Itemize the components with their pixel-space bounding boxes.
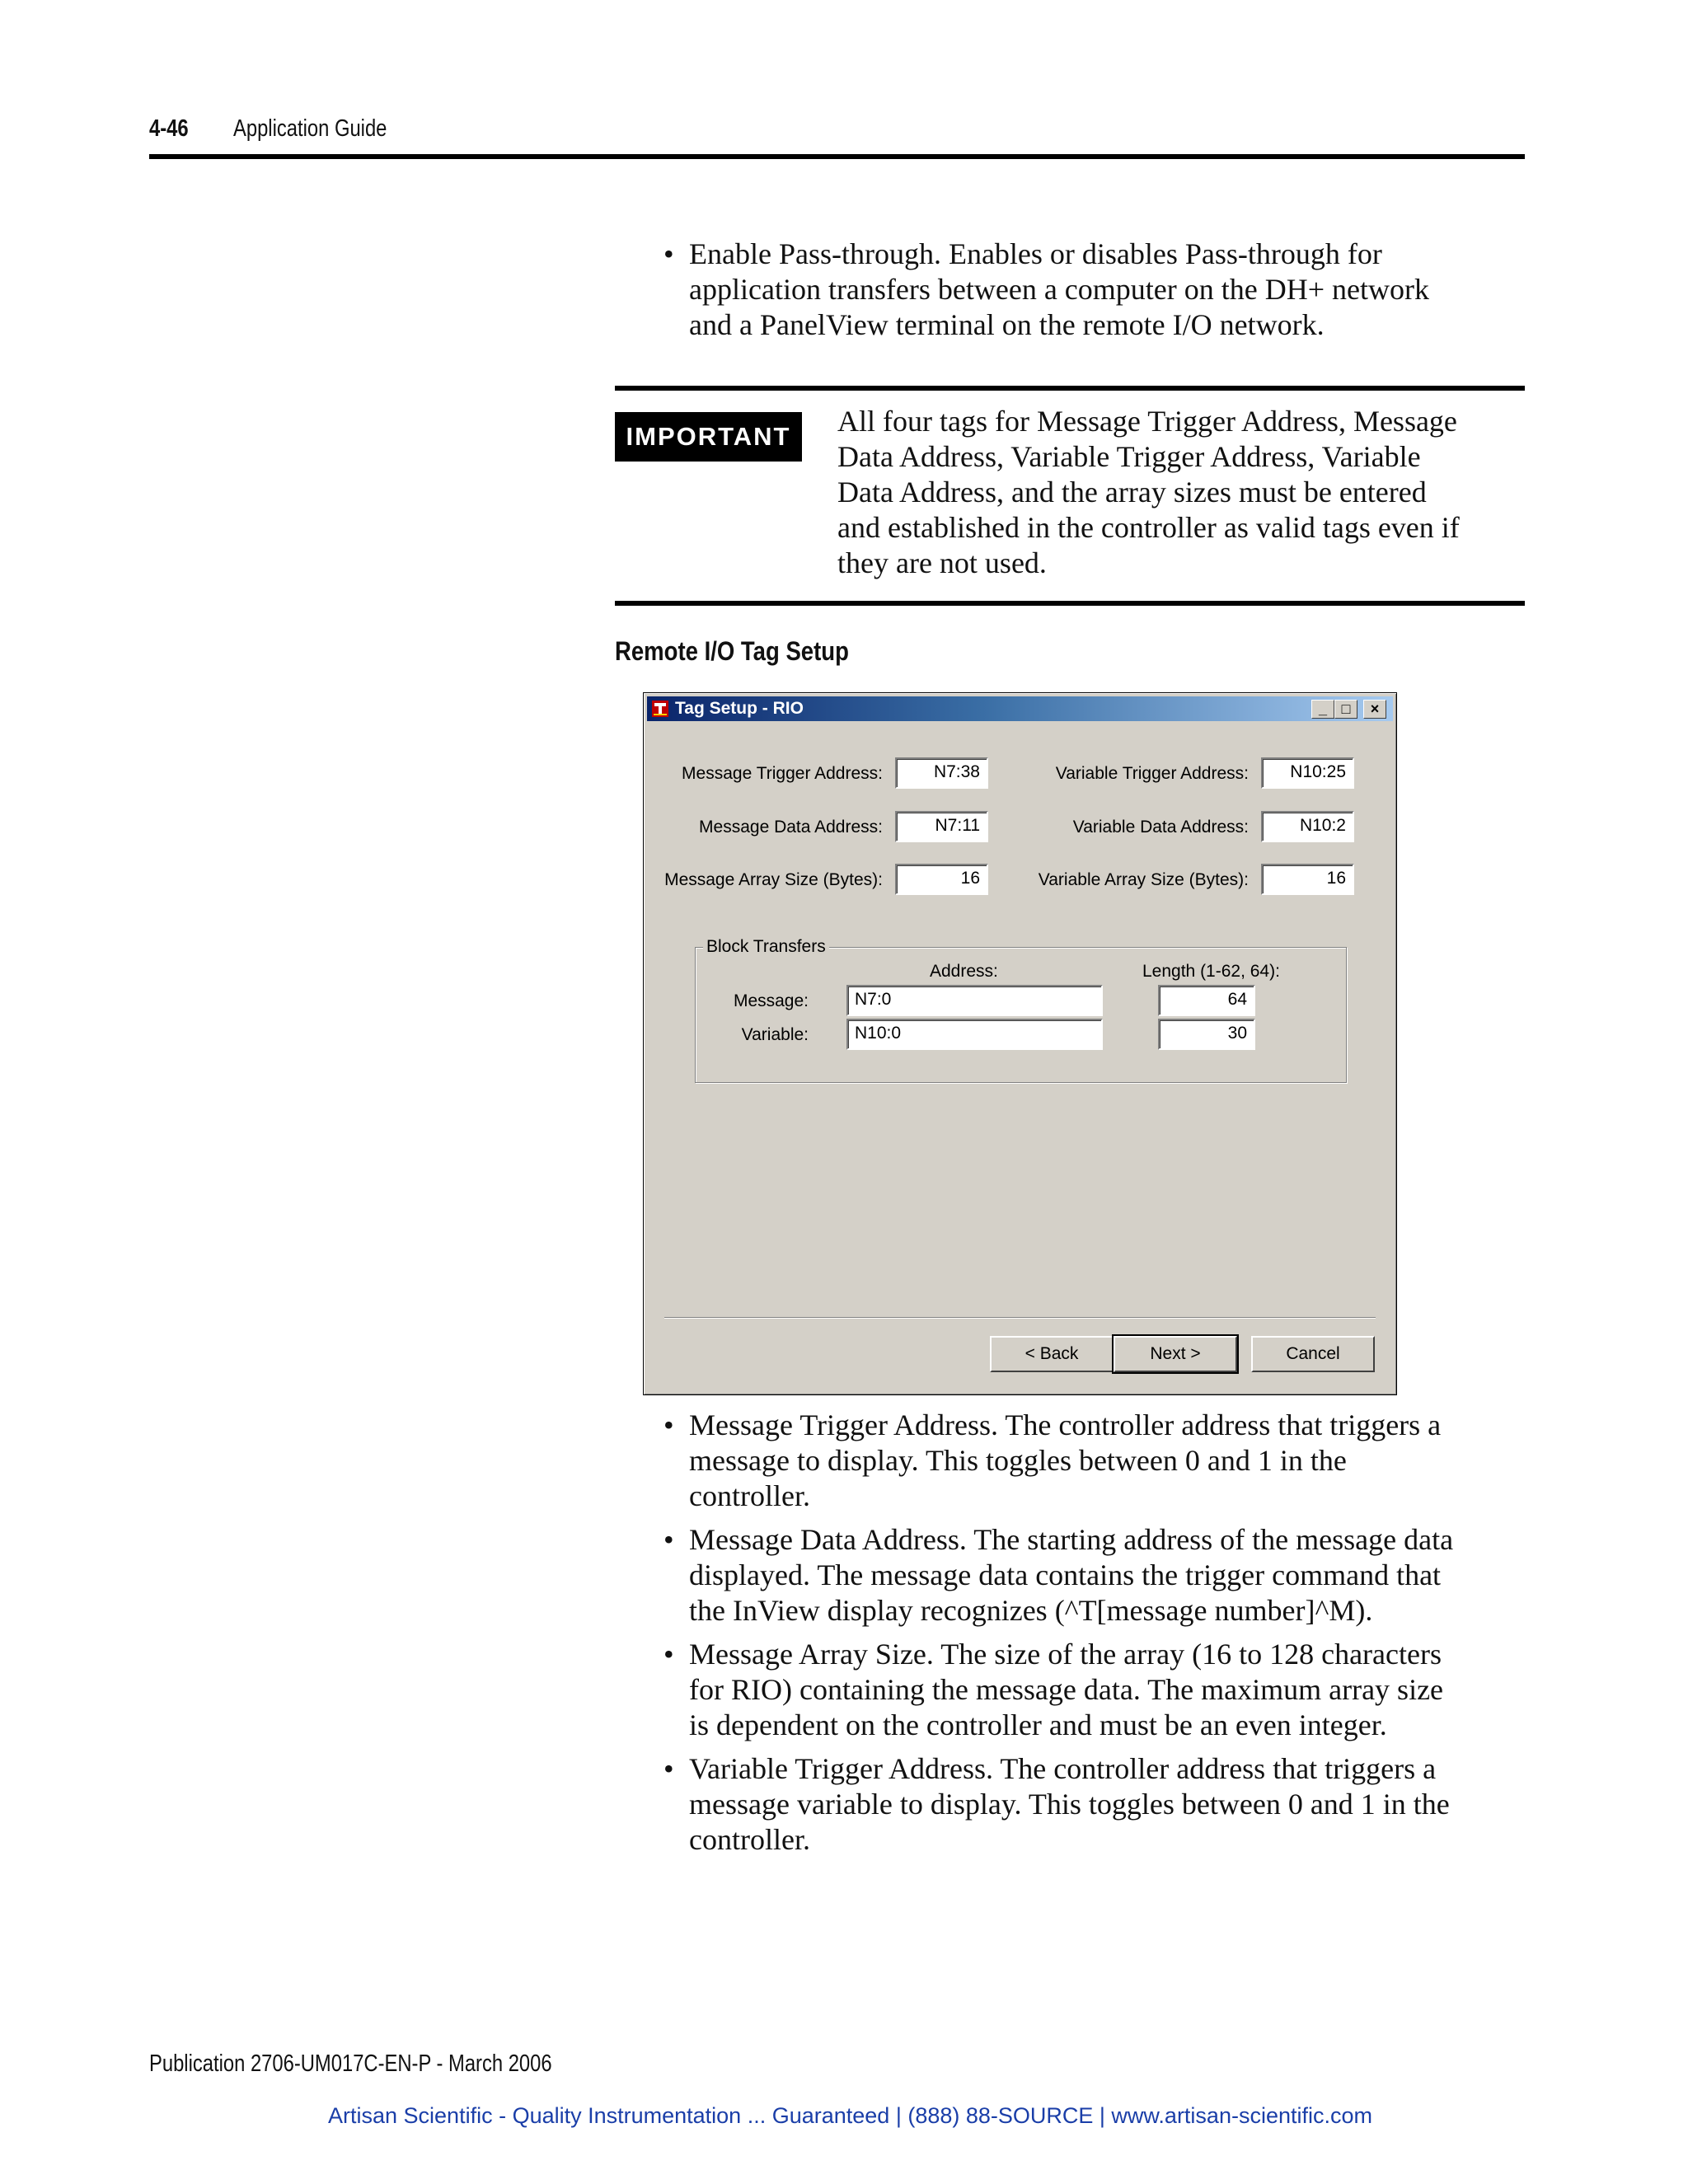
bt-variable-label: Variable: [741,1025,809,1044]
cancel-button[interactable]: Cancel [1251,1336,1375,1372]
intro-bullet [663,237,1529,343]
block-transfers-title: Block Transfers [703,937,829,957]
bt-variable-length-field[interactable]: 30 [1158,1019,1255,1050]
bullet-2-line-3: the InView display recognizes (^T[message number]^M). [689,1594,1373,1627]
bullet-3-line-3: is dependent on the controller and must be an even integer. [689,1708,1387,1741]
important-badge: IMPORTANT [615,412,802,462]
bullet-variable-trigger [663,1751,1529,1858]
bullet-3-line-1: Message Array Size. The size of the array (16 to 128 characters [689,1638,1442,1671]
dialog-titlebar[interactable] [647,696,1393,721]
variable-data-label: Variable Data Address: [1072,818,1249,837]
bullet-4-line-2: message variable to display. This toggles between 0 and 1 in the [689,1788,1450,1821]
bt-variable-address-field[interactable]: N10:0 [846,1019,1103,1050]
close-button[interactable]: × [1363,700,1386,719]
running-title: Application Guide [233,115,387,142]
bullet-message-array [663,1637,1529,1743]
back-button[interactable]: < Back [990,1336,1114,1372]
bullet-4-line-3: controller. [689,1823,810,1856]
bullet-1-line-3: controller. [689,1479,810,1512]
bt-message-address-field[interactable]: N7:0 [846,985,1103,1016]
important-line-5: they are not used. [837,546,1047,579]
bullet-symbol: • [663,1408,674,1441]
app-icon [650,699,670,719]
message-trigger-field[interactable]: N7:38 [895,757,988,789]
address-column-header: Address: [930,962,998,981]
dialog-title: Tag Setup - RIO [675,699,804,718]
bullet-symbol: • [663,1523,674,1556]
bullet-4-line-1: Variable Trigger Address. The controller address that triggers a [689,1752,1437,1785]
variable-trigger-label: Variable Trigger Address: [1055,764,1249,783]
maximize-button[interactable]: □ [1334,700,1357,719]
next-button[interactable]: Next > [1114,1336,1237,1372]
minimize-button[interactable]: _ [1311,700,1334,719]
bullet-1-line-2: message to display. This toggles between 0 and 1 in the [689,1444,1347,1477]
message-array-field[interactable]: 16 [895,864,988,895]
bullet-symbol: • [663,1638,674,1671]
variable-array-label: Variable Array Size (Bytes): [1038,870,1249,889]
bt-message-length-field[interactable]: 64 [1158,985,1255,1016]
artisan-footer-link[interactable]: Artisan Scientific - Quality Instrumentation ... Guaranteed | (888) 88-SOURCE | www.artisan-scientific.com [328,2103,1372,2128]
important-top-rule [615,386,1525,391]
button-separator [664,1317,1376,1319]
bullet-3-line-2: for RIO) containing the message data. The maximum array size [689,1673,1444,1706]
important-line-4: and established in the controller as valid tags even if [837,511,1460,544]
bullet-message-trigger [663,1408,1529,1514]
variable-array-field[interactable]: 16 [1261,864,1354,895]
bullet-2-line-2: displayed. The message data contains the trigger command that [689,1558,1442,1591]
variable-trigger-field[interactable]: N10:25 [1261,757,1354,789]
intro-bullet-line-3: and a PanelView terminal on the remote I/O network. [689,308,1325,341]
message-data-label: Message Data Address: [699,818,883,837]
important-bottom-rule [615,601,1525,606]
page-number: 4-46 [149,115,189,142]
header-rule [149,154,1525,159]
bullet-symbol: • [663,1752,674,1785]
length-column-header: Length (1-62, 64): [1142,962,1280,981]
variable-data-field[interactable]: N10:2 [1261,811,1354,842]
intro-bullet-line-1: Enable Pass-through. Enables or disables Pass-through for [689,237,1382,270]
important-text [837,404,1530,581]
bullet-2-line-1: Message Data Address. The starting address of the message data [689,1523,1454,1556]
figure-title: Remote I/O Tag Setup [615,636,849,666]
bullet-1-line-1: Message Trigger Address. The controller address that triggers a [689,1408,1442,1441]
bt-message-label: Message: [733,991,809,1010]
tag-setup-dialog [643,692,1397,1395]
important-line-3: Data Address, and the array sizes must be entered [837,476,1427,509]
message-data-field[interactable]: N7:11 [895,811,988,842]
bullet-message-data [663,1522,1529,1629]
important-line-1: All four tags for Message Trigger Address, Message [837,405,1457,438]
message-trigger-label: Message Trigger Address: [682,764,883,783]
bullet-symbol: • [663,237,674,270]
important-line-2: Data Address, Variable Trigger Address, Variable [837,440,1421,473]
intro-bullet-line-2: application transfers between a computer on the DH+ network [689,273,1429,306]
publication-footer: Publication 2706-UM017C-EN-P - March 2006 [149,2050,552,2077]
message-array-label: Message Array Size (Bytes): [664,870,883,889]
